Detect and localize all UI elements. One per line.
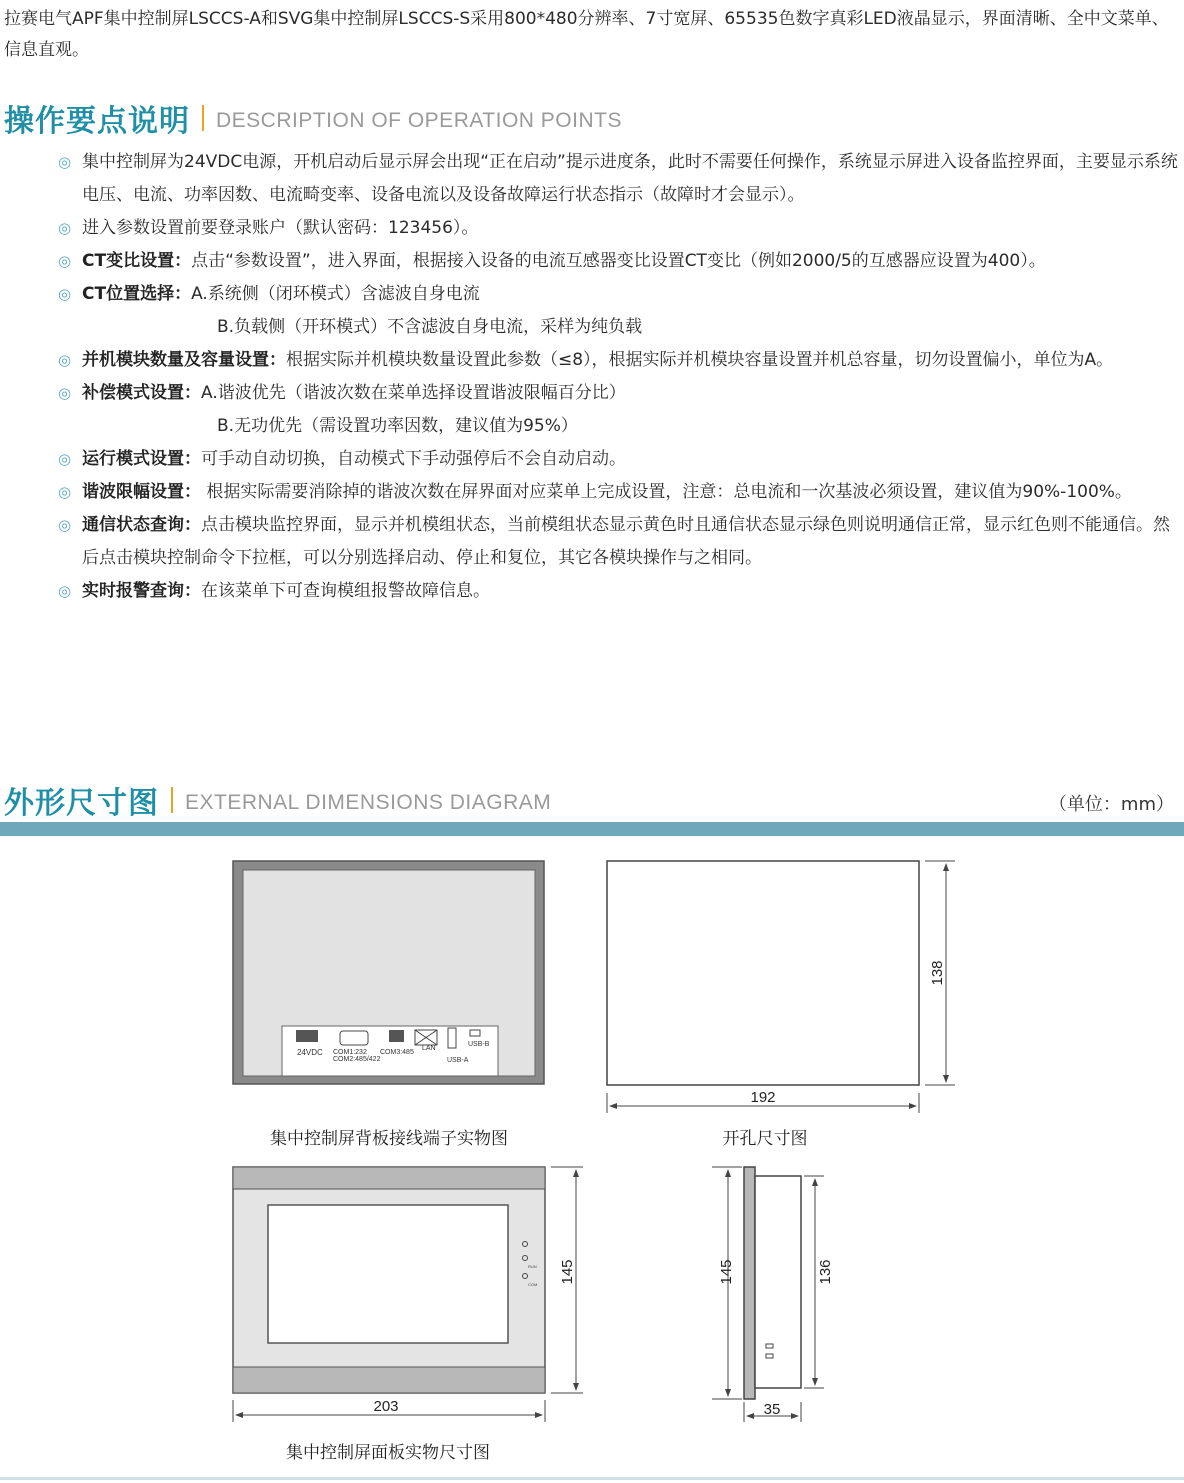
- bullet-icon: ◎: [58, 384, 72, 402]
- bullet-icon: ◎: [58, 219, 72, 237]
- point-text: 根据实际需要消除掉的谐波次数在屏界面对应菜单上完成设置，注意：总电流和一次基波必须设置，建议值为90%-100%。: [201, 482, 1132, 502]
- point-text: 集中控制屏为24VDC电源，开机启动后显示屏会出现“正在启动”提示进度条，此时不需要任何操作，系统显示屏进入设备监控界面，主要显示系统电压、电流、功率因数、电流畸变率、设备电流以及设备故障运行状态指示（故障时才会显示）。: [82, 152, 1178, 205]
- operation-point: [58, 278, 1182, 344]
- intro-text: 拉赛电气APF集中控制屏LSCCS-A和SVG集中控制屏LSCCS-S采用800*480分辨率、7寸宽屏、65535色数字真彩LED液晶显示，界面清晰、全中文菜单、信息直观。: [4, 9, 1169, 60]
- section-subtitle: EXTERNAL DIMENSIONS DIAGRAM: [185, 791, 552, 814]
- point-label: 运行模式设置：: [82, 449, 201, 469]
- side-depth-dim: 35: [763, 1401, 781, 1418]
- lan-port-label: LAN: [422, 1045, 436, 1052]
- com-led-label: COM: [528, 1282, 538, 1287]
- point-text-line2: B.无功优先（需设置功率因数，建议值为95%）: [217, 416, 578, 436]
- front-panel-drawing: [228, 1160, 588, 1425]
- point-label: CT位置选择：: [82, 284, 192, 304]
- bullet-icon: ◎: [58, 483, 72, 501]
- operation-point: [58, 476, 1182, 509]
- point-label: 谐波限幅设置：: [82, 482, 201, 502]
- operation-point: [58, 509, 1182, 575]
- bullet-icon: ◎: [58, 516, 72, 534]
- point-text: 进入参数设置前要登录账户（默认密码：123456）。: [82, 218, 479, 238]
- bullet-icon: ◎: [58, 351, 72, 369]
- power-port-label: 24VDC: [297, 1048, 323, 1057]
- point-text: 可手动自动切换，自动模式下手动强停后不会自动启动。: [201, 449, 626, 469]
- bullet-icon: ◎: [58, 153, 72, 171]
- unit-label: （单位：mm）: [1048, 794, 1174, 815]
- title-divider: [171, 787, 173, 813]
- operation-point: [58, 245, 1182, 278]
- usba-port-label: USB-A: [447, 1057, 469, 1064]
- section-title: 外形尺寸图: [4, 786, 159, 821]
- point-text: 点击“参数设置”，进入界面，根据接入设备的电流互感器变比设置CT变比（例如2000/5的互感器应设置为400）。: [191, 251, 1046, 271]
- bottom-rule: [0, 1477, 1184, 1480]
- point-label: 补偿模式设置：: [82, 383, 201, 403]
- point-text-line2: B.负载侧（开环模式）不含滤波自身电流，采样为纯负载: [217, 317, 643, 337]
- operation-point: [58, 212, 1182, 245]
- cutout-drawing: [600, 856, 960, 1116]
- section-rule: [0, 822, 1184, 836]
- section-header-operation: [4, 96, 622, 140]
- title-divider: [202, 105, 204, 131]
- bullet-icon: ◎: [58, 252, 72, 270]
- bullet-icon: ◎: [58, 582, 72, 600]
- front-height-dim: 145: [559, 1259, 576, 1285]
- section-title: 操作要点说明: [4, 104, 190, 139]
- point-label: CT变比设置：: [82, 251, 192, 271]
- operation-point: [58, 575, 1182, 608]
- cutout-width-dim: 192: [750, 1089, 776, 1106]
- front-width-dim: 203: [373, 1398, 399, 1415]
- point-label: 实时报警查询：: [82, 581, 201, 601]
- operation-point: [58, 146, 1182, 212]
- section-subtitle: DESCRIPTION OF OPERATION POINTS: [216, 109, 622, 132]
- cutout-caption: 开孔尺寸图: [722, 1129, 808, 1149]
- usbb-port-label: USB-B: [468, 1041, 490, 1048]
- bullet-icon: ◎: [58, 285, 72, 303]
- back-panel-caption: 集中控制屏背板接线端子实物图: [270, 1129, 508, 1149]
- side-height2-dim: 136: [817, 1259, 834, 1285]
- operation-point: [58, 443, 1182, 476]
- operation-point: [58, 377, 1182, 443]
- point-text: 根据实际并机模块数量设置此参数（≤8），根据实际并机模块容量设置并机总容量，切勿设置偏小，单位为A。: [286, 350, 1114, 370]
- point-text: A.谐波优先（谐波次数在菜单选择设置谐波限幅百分比）: [201, 383, 626, 403]
- point-label: 并机模块数量及容量设置：: [82, 350, 286, 370]
- operation-points-list: [58, 146, 1182, 608]
- run-led-label: RUN: [528, 1264, 537, 1269]
- point-text: 在该菜单下可查询模组报警故障信息。: [201, 581, 490, 601]
- com12-port-label: COM1:232: [333, 1049, 367, 1056]
- bullet-icon: ◎: [58, 450, 72, 468]
- front-panel-caption: 集中控制屏面板实物尺寸图: [286, 1443, 490, 1463]
- point-label: 通信状态查询：: [82, 515, 201, 535]
- side-view-drawing: [700, 1160, 840, 1425]
- com12b-port-label: COM2:485/422: [333, 1056, 381, 1063]
- point-text: 点击模块监控界面，显示并机模组状态，当前模组状态显示黄色时且通信状态显示绿色则说明通信正常，显示红色则不能通信。然后点击模块控制命令下拉框，可以分别选择启动、停止和复位，其它各模块操作与之相同。: [82, 515, 1170, 568]
- cutout-height-dim: 138: [929, 960, 946, 986]
- side-height-dim: 145: [718, 1259, 735, 1285]
- operation-point: [58, 344, 1182, 377]
- point-text: A.系统侧（闭环模式）含滤波自身电流: [191, 284, 480, 304]
- com3-port-label: COM3:485: [380, 1049, 414, 1056]
- section-header-dimensions: [4, 778, 551, 822]
- back-panel-drawing: [230, 858, 548, 1088]
